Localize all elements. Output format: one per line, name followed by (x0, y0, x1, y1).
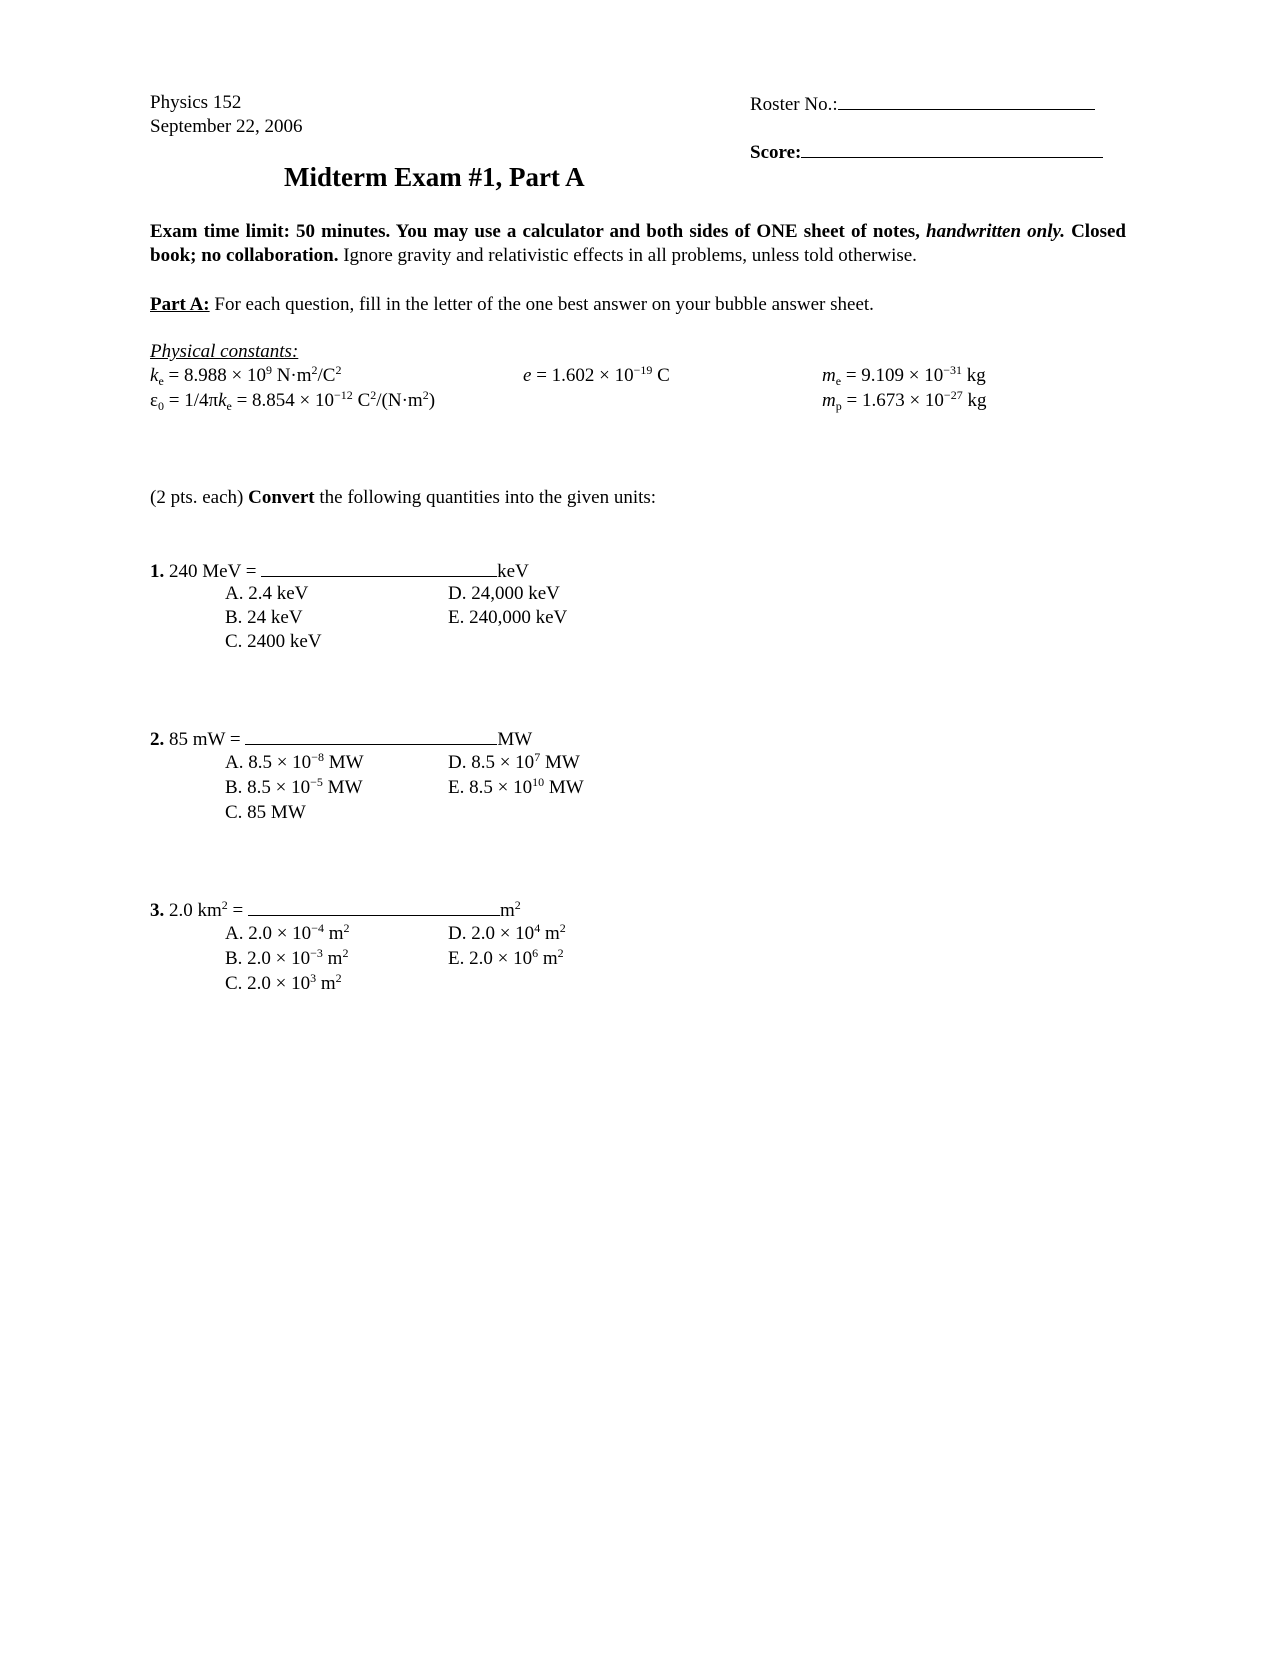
choice-1b: B. 24 keV (225, 607, 303, 628)
part-a-line (150, 293, 874, 317)
choice-2c: C. 85 MW (225, 802, 306, 823)
part-a-label: Part A: (150, 294, 210, 315)
answer-blank (261, 558, 497, 577)
instructions (150, 220, 1126, 268)
choice-2e: E. $8.5 \times 10^{10}$ MW (448, 775, 584, 798)
answer-blank (245, 726, 497, 745)
question-1 (150, 558, 529, 584)
constant-e: $e = 1.602 \times 10^{-19}$ C (523, 363, 670, 386)
question-3: 3. 2.0 $km^2 = m^2$ (150, 898, 521, 921)
constant-ke: $k_e = 8.988 \times 10^9$ $N\cdot m^2/C^2$ (150, 363, 342, 388)
question-number: 3. (150, 900, 165, 921)
question-number: 1. (150, 561, 165, 582)
section-intro: (2 pts. each) Convert the following quantities into the given units: (150, 487, 657, 508)
question-unit: keV (497, 561, 529, 582)
choice-2b: B. $8.5 \times 10^{-5}$ MW (225, 775, 363, 798)
choice-3d: D. $2.0 \times 10^4$ $m^2$ (448, 921, 566, 944)
part-a-text: For each question, fill in the letter of the one best answer on your bubble answer sheet. (214, 294, 874, 315)
roster-label: Roster No.: (750, 94, 838, 115)
choice-2a: A. $8.5 \times 10^{-8}$ MW (225, 750, 364, 773)
course-name: Physics 152 (150, 92, 242, 113)
choice-1d: D. 24,000 keV (448, 583, 560, 604)
constant-mp: $m_p = 1.673 \times 10^{-27}$ kg (822, 388, 987, 413)
choice-2d: D. $8.5 \times 10^7$ MW (448, 750, 580, 773)
instructions-bold-intro: Exam time limit: 50 minutes. You may use a calculator and both sides of ONE sheet of notes, (150, 221, 920, 242)
score-field (750, 139, 1103, 165)
question-quantity: 85 mW = (169, 729, 241, 750)
choice-3a: A. $2.0 \times 10^{-4}$ $m^2$ (225, 921, 350, 944)
choice-3c: C. $2.0 \times 10^3$ $m^2$ (225, 971, 342, 994)
choice-1a: A. 2.4 keV (225, 583, 309, 604)
roster-blank (838, 91, 1095, 110)
answer-blank (248, 897, 500, 916)
instructions-closed-book: Closed book; no collaboration. (150, 221, 1126, 266)
question-2 (150, 726, 532, 752)
instructions-rest: Ignore gravity and relativistic effects in all problems, unless told otherwise. (343, 245, 917, 266)
choice-3b: B. $2.0 \times 10^{-3}$ $m^2$ (225, 946, 349, 969)
question-unit: MW (497, 729, 533, 750)
choice-3e: E. $2.0 \times 10^6$ $m^2$ (448, 946, 564, 969)
choice-1e: E. 240,000 keV (448, 607, 568, 628)
question-unit: m (500, 900, 515, 921)
constant-me: $m_e = 9.109 \times 10^{-31}$ kg (822, 363, 986, 388)
score-label: Score: (750, 142, 802, 163)
roster-field (750, 91, 1095, 117)
score-blank (801, 139, 1103, 158)
question-quantity: 240 MeV = (169, 561, 257, 582)
constants-heading: Physical constants: (150, 341, 299, 362)
question-number: 2. (150, 729, 165, 750)
choice-1c: C. 2400 keV (225, 631, 322, 652)
constant-eps0: $\varepsilon_0 = 1/4\pi k_e = 8.854 \times 10^{-12}$ $C^2/(N\cdot m^2)$ (150, 388, 436, 413)
question-quantity: 2.0 km (169, 900, 222, 921)
exam-date: September 22, 2006 (150, 116, 303, 137)
instructions-handwritten: handwritten only. (926, 221, 1065, 242)
page-title: Midterm Exam #1, Part A (284, 162, 585, 192)
